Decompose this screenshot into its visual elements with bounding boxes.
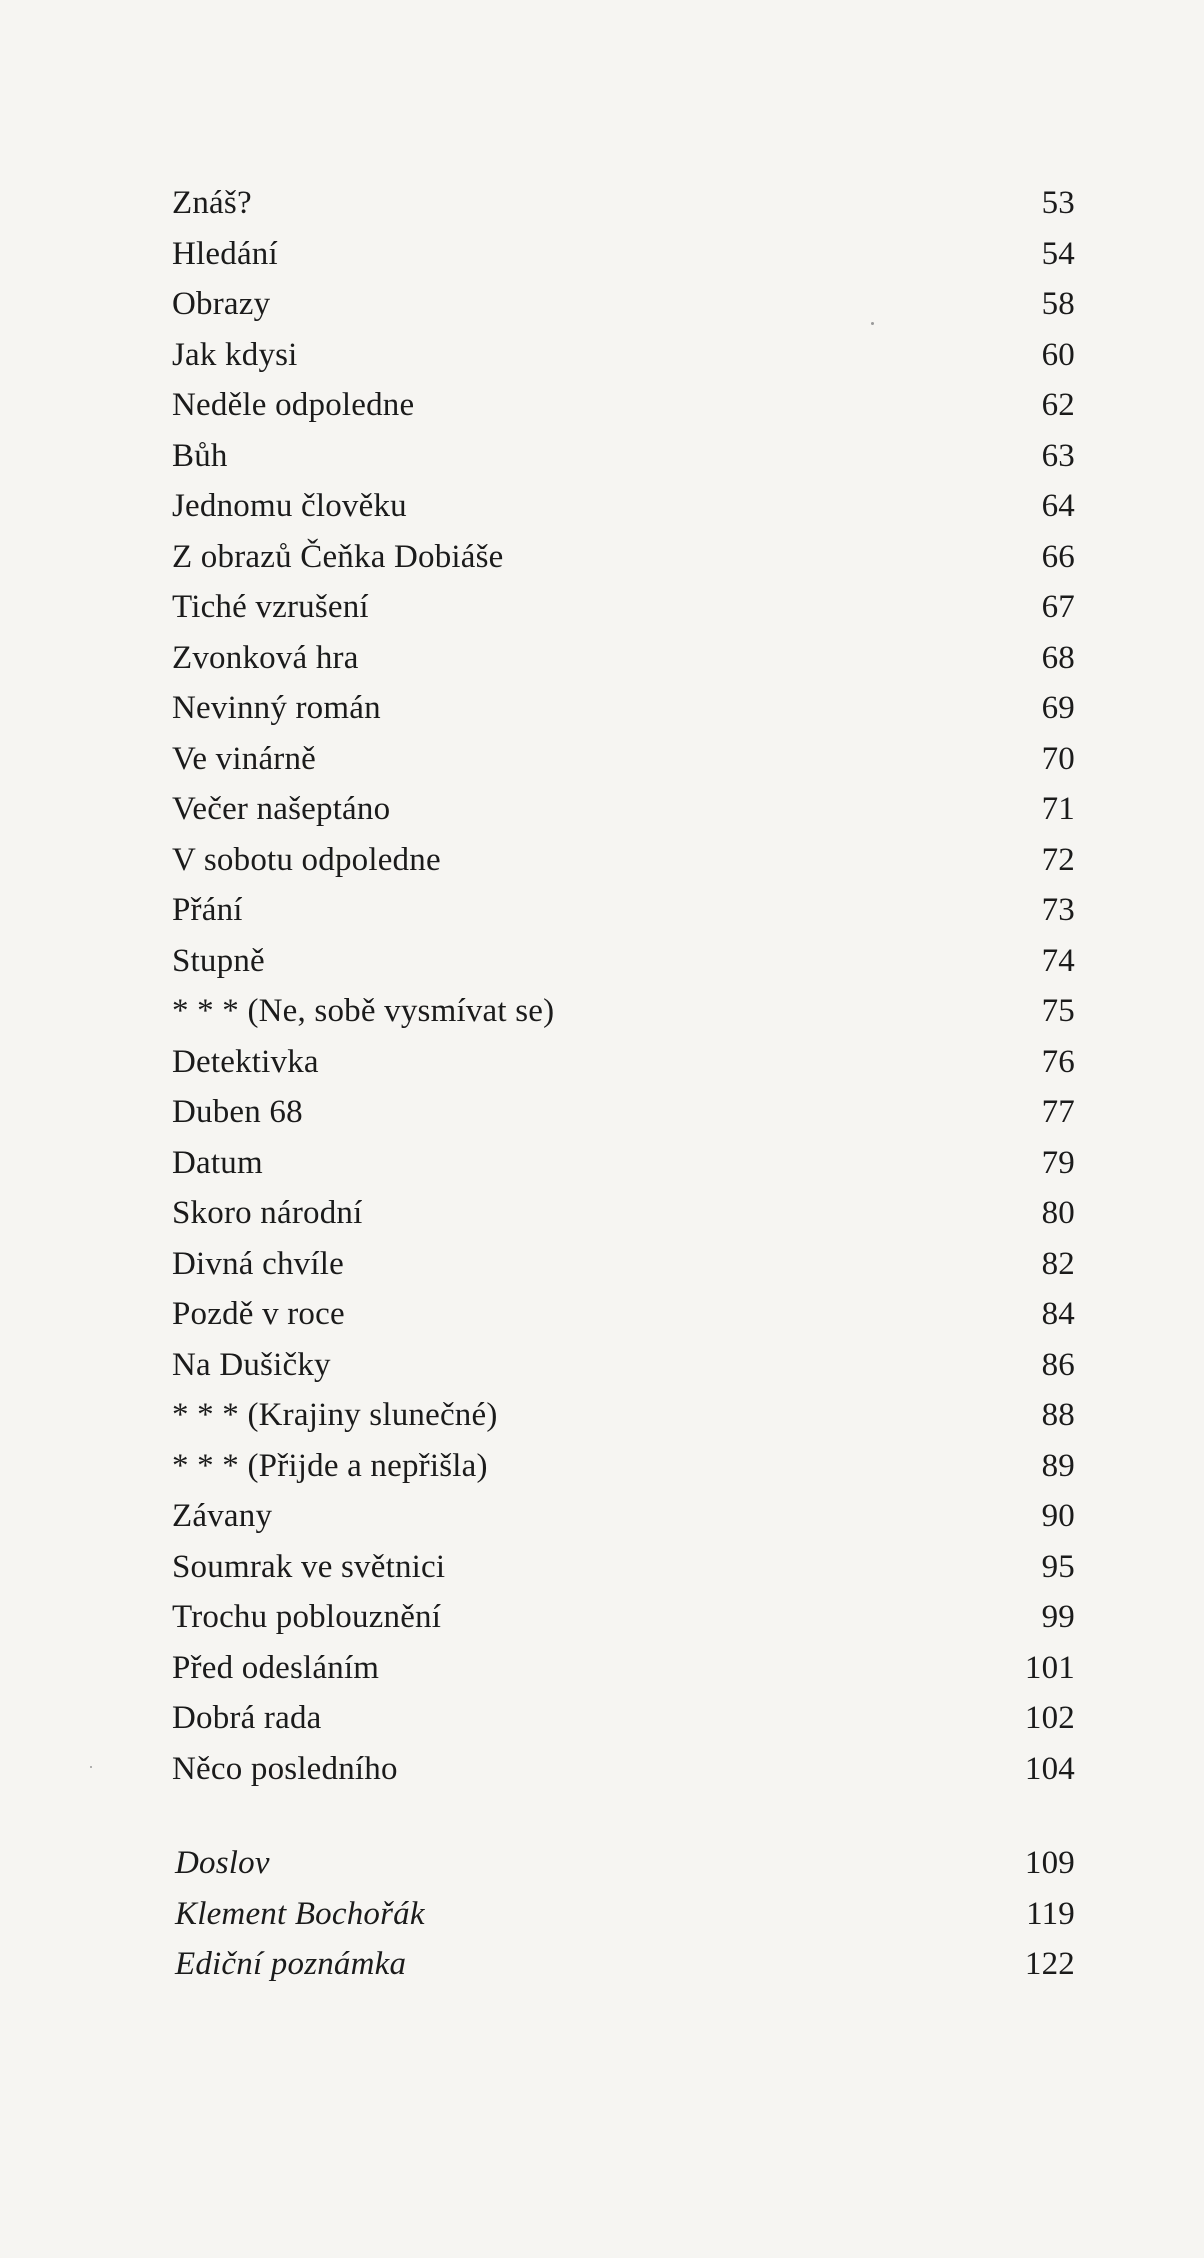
toc-entry-title: Stupně <box>172 942 265 979</box>
back-matter-entry <box>175 1889 1075 1940</box>
toc-entry-page: 67 <box>1041 589 1075 625</box>
toc-entry-page: 58 <box>1041 286 1075 322</box>
toc-entry <box>172 1744 1075 1795</box>
toc-entry-title: Z obrazů Čeňka Dobiáše <box>172 538 504 575</box>
toc-entry-title: Obrazy <box>172 286 271 322</box>
toc-entry-page: 104 <box>1024 1750 1075 1787</box>
toc-entry <box>172 734 1075 785</box>
toc-entry-page: 64 <box>1041 488 1075 524</box>
toc-entry-page: 63 <box>1041 437 1075 474</box>
toc-entry-title: * * * (Ne, sobě vysmívat se) <box>172 993 555 1029</box>
back-matter-entry <box>175 1838 1075 1889</box>
toc-entry-page: 102 <box>1024 1700 1075 1736</box>
toc-entry <box>172 330 1075 381</box>
toc-entry-title: Nevinný román <box>172 690 381 726</box>
toc-entry-page: 84 <box>1041 1296 1075 1332</box>
toc-entry-title: * * * (Přijde a nepřišla) <box>172 1447 488 1484</box>
toc-entry-page: 89 <box>1041 1447 1075 1484</box>
toc-entry-title: Datum <box>172 1144 263 1181</box>
toc-entry-title: Detektivka <box>172 1043 319 1080</box>
toc-entry <box>172 986 1075 1037</box>
toc-entry-page: 82 <box>1041 1245 1075 1282</box>
toc-entry-page: 70 <box>1041 740 1075 777</box>
toc-entry-title: Zvonková hra <box>172 639 359 676</box>
toc-entry-title: Tiché vzrušení <box>172 589 369 625</box>
toc-entry-page: 99 <box>1041 1599 1075 1635</box>
toc-entry-page: 73 <box>1041 892 1075 928</box>
toc-entry <box>172 936 1075 987</box>
toc-entry <box>172 481 1075 532</box>
toc-entry <box>172 633 1075 684</box>
toc-entry-page: 76 <box>1041 1043 1075 1080</box>
toc-entry-page: 101 <box>1024 1649 1075 1686</box>
back-matter-page: 109 <box>1024 1845 1075 1881</box>
back-matter-entry <box>175 1939 1075 1990</box>
toc-entry-page: 75 <box>1041 993 1075 1029</box>
toc-entry-page: 86 <box>1041 1346 1075 1383</box>
toc-entry <box>172 1441 1075 1492</box>
toc-entry <box>172 1693 1075 1744</box>
toc-entry <box>172 1188 1075 1239</box>
toc-entry-title: Hledání <box>172 235 278 272</box>
table-of-contents <box>172 178 1075 1794</box>
toc-entry-title: Něco posledního <box>172 1750 398 1787</box>
toc-entry-page: 53 <box>1041 185 1075 221</box>
toc-entry-title: Večer našeptáno <box>172 791 391 827</box>
toc-entry-title: Skoro národní <box>172 1195 363 1231</box>
toc-entry-page: 88 <box>1041 1397 1075 1433</box>
back-matter-title: Ediční poznámka <box>175 1946 407 1982</box>
toc-entry-title: Divná chvíle <box>172 1245 344 1282</box>
toc-entry <box>172 1138 1075 1189</box>
toc-entry-page: 74 <box>1041 942 1075 979</box>
toc-entry-page: 79 <box>1041 1144 1075 1181</box>
toc-entry-page: 90 <box>1041 1498 1075 1534</box>
toc-entry-page: 62 <box>1041 387 1075 423</box>
toc-entry <box>172 1491 1075 1542</box>
toc-entry-title: Před odesláním <box>172 1649 380 1686</box>
toc-entry-page: 95 <box>1041 1548 1075 1585</box>
toc-entry-page: 66 <box>1041 538 1075 575</box>
toc-entry <box>172 582 1075 633</box>
toc-entry-title: * * * (Krajiny slunečné) <box>172 1397 498 1433</box>
toc-entry-title: Na Dušičky <box>172 1346 331 1383</box>
toc-entry <box>172 1289 1075 1340</box>
toc-entry-title: Jednomu člověku <box>172 488 407 524</box>
toc-entry-title: Neděle odpoledne <box>172 387 415 423</box>
toc-entry-page: 68 <box>1041 639 1075 676</box>
toc-entry-page: 72 <box>1041 841 1075 878</box>
toc-entry-title: Přání <box>172 892 243 928</box>
toc-entry <box>172 1087 1075 1138</box>
toc-entry-title: Trochu poblouznění <box>172 1599 442 1635</box>
toc-entry <box>172 178 1075 229</box>
back-matter-list <box>175 1838 1075 1990</box>
toc-entry-title: Duben 68 <box>172 1094 303 1130</box>
toc-entry-page: 54 <box>1041 235 1075 272</box>
toc-entry-title: Bůh <box>172 437 228 474</box>
toc-entry-title: Pozdě v roce <box>172 1296 345 1332</box>
toc-entry <box>172 431 1075 482</box>
toc-entry <box>172 380 1075 431</box>
toc-entry <box>172 1239 1075 1290</box>
toc-entry <box>172 835 1075 886</box>
toc-entry-page: 77 <box>1041 1094 1075 1130</box>
toc-entry <box>172 1340 1075 1391</box>
toc-entry-page: 71 <box>1041 791 1075 827</box>
toc-entry-title: V sobotu odpoledne <box>172 841 441 878</box>
back-matter-page: 119 <box>1026 1895 1075 1932</box>
toc-entry-title: Ve vinárně <box>172 740 317 777</box>
toc-entry <box>172 1592 1075 1643</box>
paper-speck <box>90 1766 92 1768</box>
toc-entry-page: 60 <box>1041 336 1075 373</box>
toc-entry <box>172 1037 1075 1088</box>
toc-entry-title: Soumrak ve světnici <box>172 1548 446 1585</box>
toc-entry <box>172 229 1075 280</box>
toc-entry <box>172 1542 1075 1593</box>
toc-entry-title: Znáš? <box>172 185 252 221</box>
toc-entry <box>172 532 1075 583</box>
toc-entry <box>172 683 1075 734</box>
toc-entry-page: 69 <box>1041 690 1075 726</box>
toc-entry-title: Závany <box>172 1498 273 1534</box>
back-matter-page: 122 <box>1024 1946 1075 1982</box>
toc-entry-title: Dobrá rada <box>172 1700 322 1736</box>
toc-entry-page: 80 <box>1041 1195 1075 1231</box>
toc-entry <box>172 885 1075 936</box>
toc-entry <box>172 1643 1075 1694</box>
back-matter-title: Doslov <box>175 1845 270 1881</box>
toc-entry <box>172 279 1075 330</box>
toc-entry-title: Jak kdysi <box>172 336 298 373</box>
toc-entry <box>172 784 1075 835</box>
toc-entry <box>172 1390 1075 1441</box>
back-matter-title: Klement Bochořák <box>175 1895 425 1932</box>
